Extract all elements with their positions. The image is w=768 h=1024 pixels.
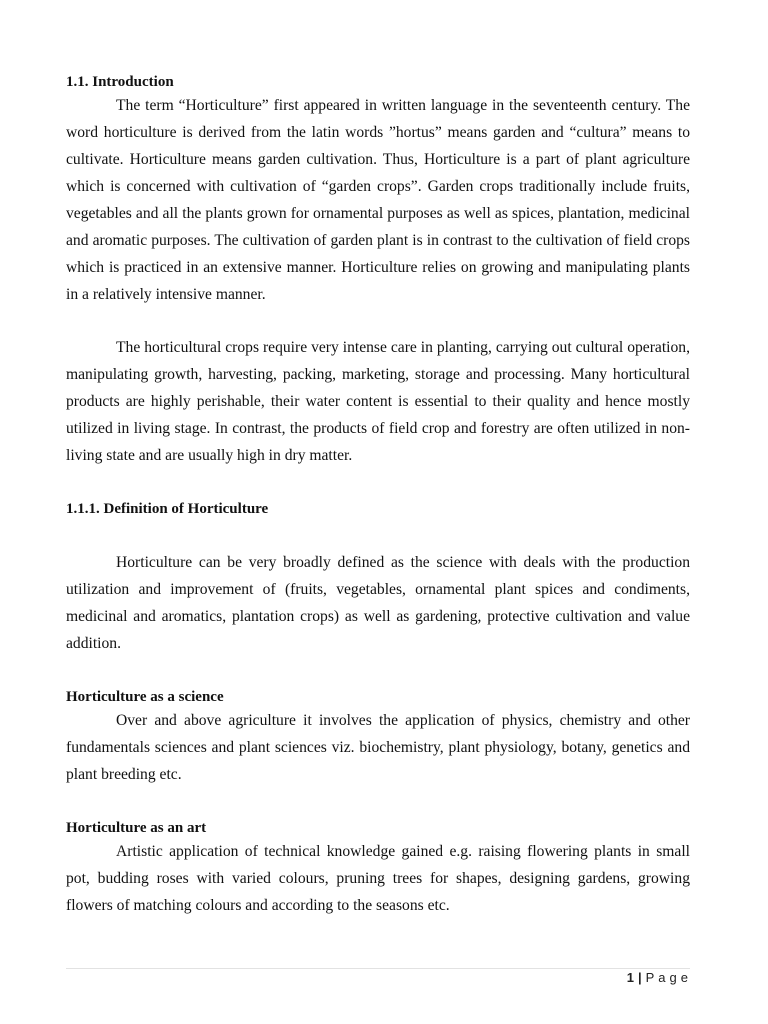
paragraph-intro-1: The term “Horticulture” first appeared in written language in the seventeenth century. The word horticulture is derived from the latin words ”hortus” means garden and “cultura” means to cultivate. Horticulture means garden cultivation. Thus, Horticulture is a part of plant agriculture which is concerned with cultivation of “garden crops”. Garden crops traditionally include fruits, vegetables and all the plants grown for ornamental purposes as well as spices, plantation, medicinal and aromatic purposes. The cultivation of garden plant is in contrast to the cultivation of field crops which is practiced in an extensive manner. Horticulture relies on growing and manipulating plants in a relatively intensive manner.	[66, 97, 690, 303]
section-heading-introduction: 1.1. Introduction	[66, 74, 174, 90]
footer-divider	[66, 968, 690, 969]
document-body	[66, 72, 690, 919]
paragraph-science: Over and above agriculture it involves the application of physics, chemistry and other fundamentals sciences and plant sciences viz. biochemistry, plant physiology, botany, genetics and plant breeding etc.	[66, 712, 690, 783]
page-label: Page	[645, 970, 692, 985]
section-heading-definition: 1.1.1. Definition of Horticulture	[66, 501, 269, 517]
page-footer	[627, 970, 692, 985]
paragraph-definition: Horticulture can be very broadly defined as the science with deals with the production utilization and improvement of (fruits, vegetables, ornamental plant spices and condiments, medicinal and aromatics, plantation crops) as well as gardening, protective cultivation and value addition.	[66, 554, 690, 652]
paragraph-art: Artistic application of technical knowledge gained e.g. raising flowering plants in small pot, budding roses with varied colours, pruning trees for shapes, designing gardens, growing flowers of matching colours and according to the seasons etc.	[66, 843, 690, 914]
page-number: 1	[626, 970, 634, 985]
section-heading-science: Horticulture as a science	[66, 689, 224, 705]
page-separator: |	[637, 970, 642, 985]
paragraph-intro-2: The horticultural crops require very intense care in planting, carrying out cultural operation, manipulating growth, harvesting, packing, marketing, storage and processing. Many horticultural products are highly perishable, their water content is essential to their quality and hence mostly utilized in living stage. In contrast, the products of field crop and forestry are often utilized in non-living state and are usually high in dry matter.	[66, 339, 690, 464]
section-heading-art: Horticulture as an art	[66, 820, 207, 836]
